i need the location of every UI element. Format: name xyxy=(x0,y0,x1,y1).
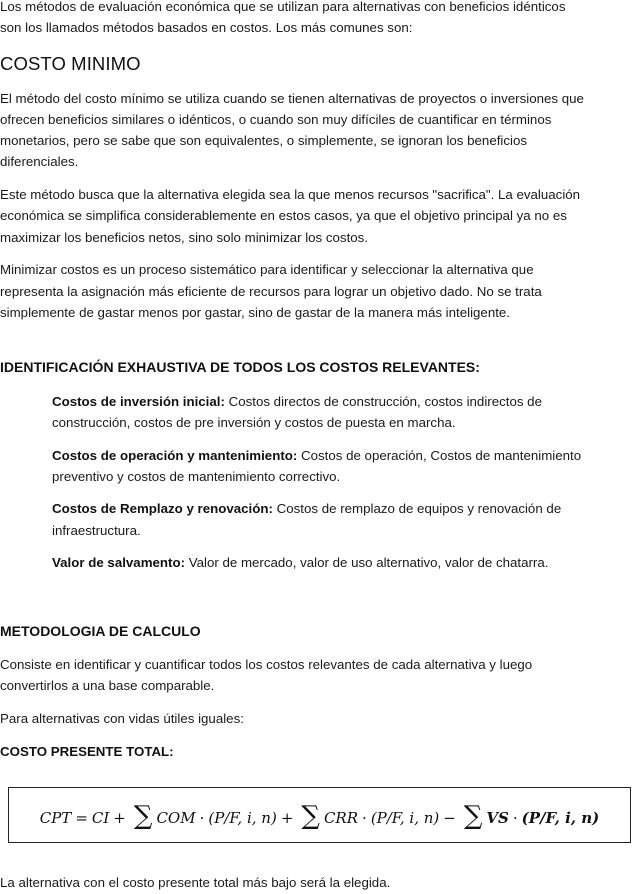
paragraph-line: monetarios, pero se sabe que son equivalentes, o simplemente, se ignoran los beneficios xyxy=(0,133,528,148)
cpt-formula xyxy=(40,800,600,830)
formula-operator: + xyxy=(280,809,294,827)
formula-term: CPT xyxy=(39,809,72,827)
cost-item-operacion-cont: preventivo y costos de mantenimiento correctivo. xyxy=(52,469,341,484)
paragraph-line: Este método busca que la alternativa elegida sea la que menos recursos "sacrifica". La evaluación xyxy=(0,187,581,202)
intro-line-1: Los métodos de evaluación económica que se utilizan para alternativas con beneficios idénticos xyxy=(0,0,566,14)
cost-item-text: Valor de mercado, valor de uso alternativo, valor de chatarra. xyxy=(185,555,549,570)
summation-symbol: ∑ xyxy=(133,801,153,831)
cost-item-salvamento xyxy=(52,552,632,574)
formula-term: COM xyxy=(156,809,196,827)
summation-symbol: ∑ xyxy=(301,801,320,831)
summation-symbol: ∑ xyxy=(463,801,483,831)
section-title-identificacion: IDENTIFICACIÓN EXHAUSTIVA DE TODOS LOS COSTOS RELEVANTES: xyxy=(0,359,480,375)
paragraph-line: representa la asignación más eficiente de recursos para lograr un objetivo dado. No se trata xyxy=(0,284,542,299)
cost-item-operacion xyxy=(52,445,632,467)
cost-item-label: Costos de operación y mantenimiento: xyxy=(52,448,298,463)
cost-item-label: Valor de salvamento: xyxy=(52,555,186,570)
formula-factor: (P/F, i, n) xyxy=(521,809,600,827)
formula-operator: · xyxy=(362,809,367,827)
formula-factor: (P/F, i, n) xyxy=(208,809,277,827)
paragraph-line: Para alternativas con vidas útiles iguales: xyxy=(0,711,244,726)
conclusion-line: La alternativa con el costo presente total más bajo será la elegida. xyxy=(0,875,391,890)
formula-term: VS xyxy=(486,809,509,827)
cost-item-text: Costos de remplazo de equipos y renovación de xyxy=(272,501,562,516)
paragraph-line: Minimizar costos es un proceso sistemático para identificar y seleccionar la alternativa que xyxy=(0,262,534,277)
paragraph-line: diferenciales. xyxy=(0,154,79,169)
cost-item-text: Costos directos de construcción, costos indirectos de xyxy=(224,394,542,409)
section-title-costo-minimo: COSTO MINIMO xyxy=(0,53,141,74)
formula-operator: · xyxy=(512,809,518,827)
paragraph-line: maximizar los beneficios netos, sino solo minimizar los costos. xyxy=(0,230,369,245)
paragraph-line: ofrecen beneficios similares o idénticos, o cuando son muy difíciles de cuantificar en términos xyxy=(0,112,552,127)
paragraph-line: convertirlos a una base comparable. xyxy=(0,678,215,693)
paragraph-line: El método del costo mínimo se utiliza cuando se tienen alternativas de proyectos o inversiones que xyxy=(0,91,584,106)
cost-item-label: Costos de inversión inicial: xyxy=(52,394,225,409)
formula-term: CI xyxy=(91,809,110,827)
paragraph-line: Consiste en identificar y cuantificar todos los costos relevantes de cada alternativa y luego xyxy=(0,657,533,672)
formula-term: CRR xyxy=(323,809,359,827)
cost-item-remplazo-cont: infraestructura. xyxy=(52,523,141,538)
formula-operator: = xyxy=(75,809,88,827)
intro-line-2: son los llamados métodos basados en costos. Los más comunes son: xyxy=(0,20,413,35)
paragraph-line: simplemente de gastar menos por gastar, sino de gastar de la manera más inteligente. xyxy=(0,305,510,320)
cost-item-text: Costos de operación, Costos de mantenimiento xyxy=(297,448,582,463)
formula-operator: + xyxy=(113,809,126,827)
cost-item-inversion-cont: construcción, costos de pre inversión y costos de puesta en marcha. xyxy=(52,415,456,430)
formula-factor: (P/F, i, n) xyxy=(370,809,440,827)
cost-item-remplazo xyxy=(52,498,632,520)
formula-operator: · xyxy=(199,809,205,827)
formula-box xyxy=(8,787,631,843)
formula-operator: − xyxy=(443,809,456,827)
cost-item-inversion xyxy=(52,391,632,413)
subtitle-costo-presente-total: COSTO PRESENTE TOTAL: xyxy=(0,744,174,759)
paragraph-line: económica se simplifica considerablemente en estos casos, ya que el objetivo principal ya no es xyxy=(0,208,567,223)
section-title-metodologia: METODOLOGIA DE CALCULO xyxy=(0,623,201,639)
cost-item-label: Costos de Remplazo y renovación: xyxy=(52,501,273,516)
